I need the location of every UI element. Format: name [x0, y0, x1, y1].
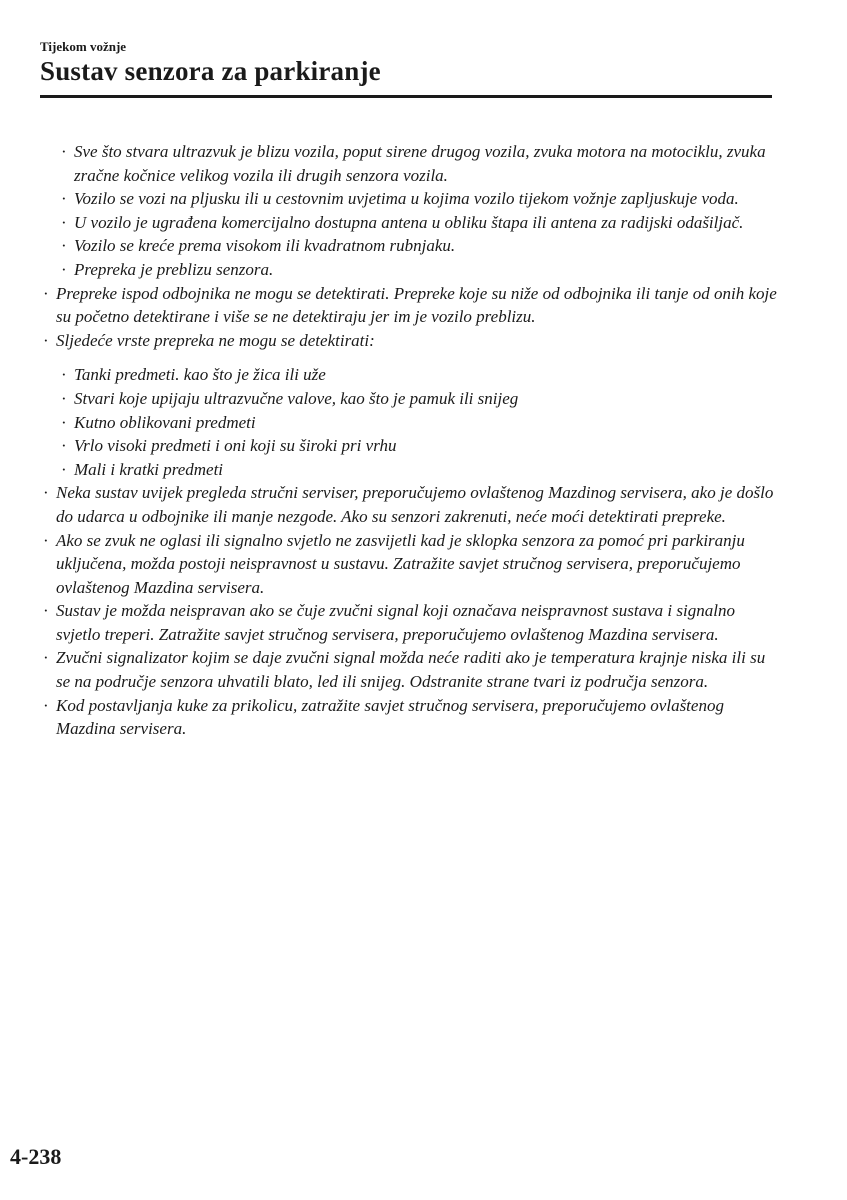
list-item-text: Prepreka je preblizu senzora.	[74, 259, 274, 279]
list-item	[58, 140, 780, 187]
bullet-icon: ·	[61, 459, 67, 479]
list-item-text: Neka sustav uvijek pregleda stručni serviser, preporučujemo ovlaštenog Mazdinog servisera, ako je došlo do udarca u odbojnike ili manje nezgode. Ako su senzori zakrenuti, neće moći detektirati prepreke.	[56, 483, 774, 526]
list-item	[58, 458, 780, 482]
list-item	[40, 694, 780, 741]
bullet-icon: ·	[61, 412, 67, 432]
list-item-text: Vozilo se kreće prema visokom ili kvadratnom rubnjaku.	[74, 236, 456, 256]
list-item-text: Sustav je možda neispravan ako se čuje zvučni signal koji označava neispravnost sustava i signalno svjetlo treperi. Zatražite savjet stručnog servisera, preporučujemo ovlaštenog Mazdina servisera.	[56, 601, 735, 644]
list-item	[40, 329, 780, 353]
list-item	[58, 411, 780, 435]
bullet-icon: ·	[61, 436, 67, 456]
bullet-icon: ·	[61, 142, 67, 161]
list-item	[40, 529, 780, 600]
title-divider	[40, 95, 772, 98]
list-item	[40, 599, 780, 646]
list-item	[58, 234, 780, 258]
list-item-text: Zvučni signalizator kojim se daje zvučni signal možda neće raditi ako je temperatura krajnje niska ili su se na područje senzora uhvatili blato, led ili snijeg. Odstranite strane tvari iz područja senzora.	[56, 648, 766, 692]
list-item	[40, 282, 780, 329]
bullet-icon: ·	[43, 648, 49, 668]
list-item	[58, 363, 780, 387]
list-item	[58, 387, 780, 411]
bullet-icon: ·	[61, 259, 67, 279]
bullet-list	[40, 140, 780, 741]
bullet-icon: ·	[43, 483, 49, 503]
list-item	[40, 481, 780, 528]
section-label: Tijekom vožnje	[40, 39, 127, 54]
bullet-icon: ·	[61, 212, 67, 232]
list-item	[58, 258, 780, 282]
bullet-icon: ·	[43, 283, 49, 303]
bullet-icon: ·	[61, 365, 67, 385]
bullet-icon: ·	[43, 695, 49, 715]
bullet-icon: ·	[61, 388, 67, 408]
bullet-icon: ·	[43, 330, 49, 350]
page-title: Sustav senzora za parkiranje	[40, 56, 381, 86]
list-item-text: Tanki predmeti. kao što je žica ili uže	[74, 365, 326, 385]
list-item-text: Mali i kratki predmeti	[74, 459, 224, 479]
bullet-icon: ·	[61, 236, 67, 256]
list-item-text: Vrlo visoki predmeti i oni koji su široki pri vrhu	[74, 436, 397, 456]
list-item-text: Kod postavljanja kuke za prikolicu, zatražite savjet stručnog servisera, preporučujemo ovlaštenog Mazdina servisera.	[56, 695, 724, 739]
list-item-text: Sve što stvara ultrazvuk je blizu vozila, poput sirene drugog vozila, zvuka motora na motociklu, zvuka zračne kočnice velikog vozila ili drugih senzora vozila.	[74, 142, 766, 185]
page-number: 4-238	[10, 1144, 62, 1169]
list-item-text: Ako se zvuk ne oglasi ili signalno svjetlo ne zasvijetli kad je sklopka senzora za pomoć pri parkiranju uključena, možda postoji neispravnost u sustavu. Zatražite savjet stručnog servisera, preporučujemo ovlaštenog Mazdina servisera.	[56, 530, 745, 597]
list-item	[58, 187, 780, 211]
list-item-text: Prepreke ispod odbojnika ne mogu se detektirati. Prepreke koje su niže od odbojnika ili tanje od onih koje su početno detektirane i više se ne detektiraju jer im je vozilo preblizu.	[56, 283, 777, 327]
list-item-text: Vozilo se vozi na pljusku ili u cestovnim uvjetima u kojima vozilo tijekom vožnje zapljuskuje voda.	[74, 189, 739, 209]
bullet-icon: ·	[43, 601, 49, 621]
list-item-text: U vozilo je ugrađena komercijalno dostupna antena u obliku štapa ili antena za radijski odašiljač.	[74, 212, 744, 232]
list-item-text: Sljedeće vrste prepreka ne mogu se detektirati:	[56, 330, 375, 350]
list-item	[58, 211, 780, 235]
bullet-icon: ·	[43, 530, 49, 550]
list-item-text: Stvari koje upijaju ultrazvučne valove, kao što je pamuk ili snijeg	[74, 388, 519, 408]
list-item	[58, 434, 780, 458]
list-item-text: Kutno oblikovani predmeti	[74, 412, 256, 432]
bullet-icon: ·	[61, 189, 67, 209]
list-item	[40, 646, 780, 693]
